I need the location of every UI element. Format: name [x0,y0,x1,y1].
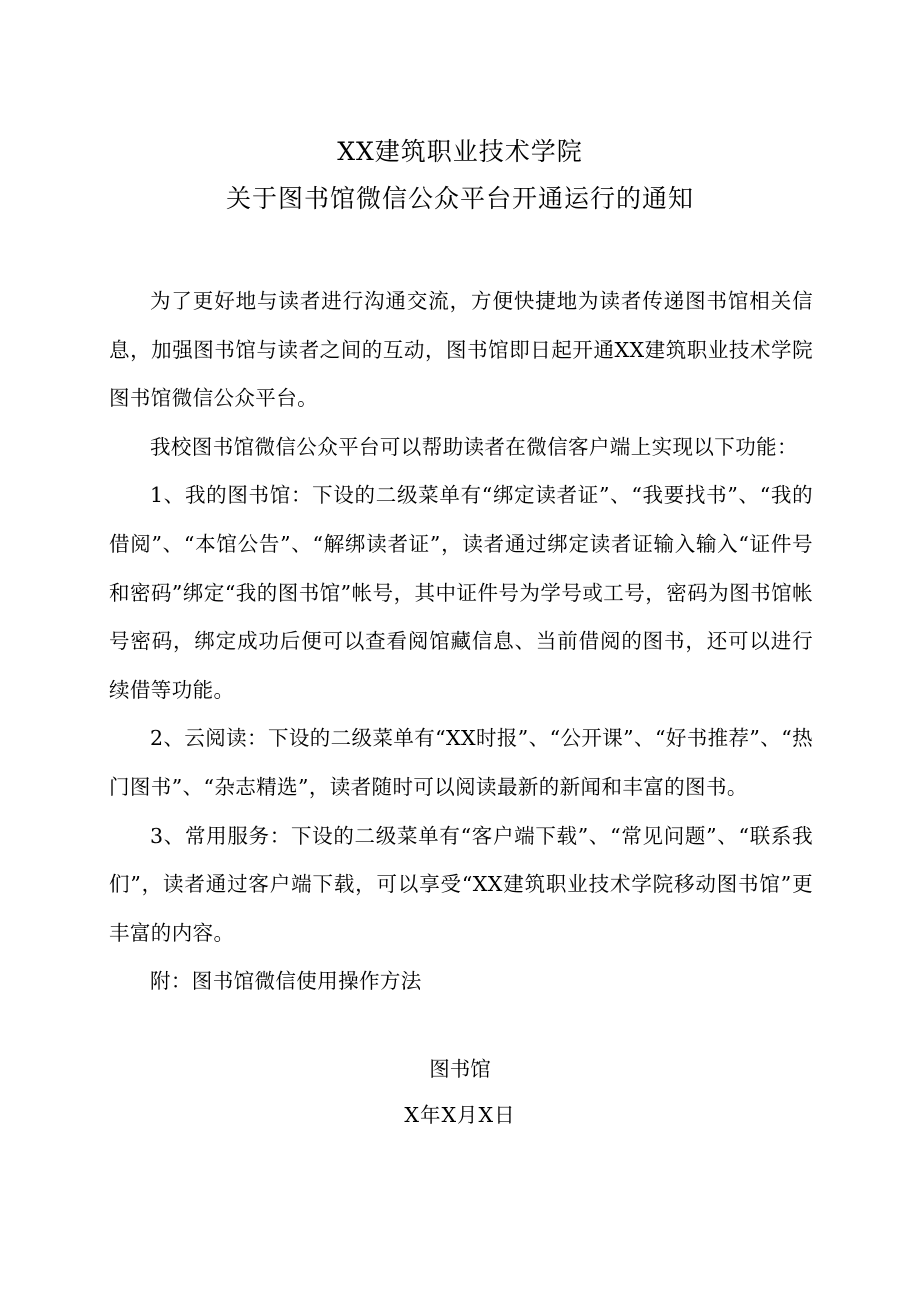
document-body [109,277,813,1006]
document-title-subject: 关于图书馆微信公众平台开通运行的通知 [225,184,694,213]
document-title-institution: XX建筑职业技术学院 [337,137,583,166]
paragraph-my-library: 1、我的图书馆：下设的二级菜单有“绑定读者证”、“我要找书”、“我的借阅”、“本馆公告”、“解绑读者证”，读者通过绑定读者证输入输入“证件号和密码”绑定“我的图书馆”帐号，其中证件号为学号或工号，密码为图书馆帐号密码，绑定成功后便可以查看阅馆藏信息、当前借阅的图书，还可以进行续借等功能。 [109,483,813,702]
paragraph-functions-lead: 我校图书馆微信公众平台可以帮助读者在微信客户端上实现以下功能： [150,434,798,459]
paragraph-cloud-reading: 2、云阅读：下设的二级菜单有“XX时报”、“公开课”、“好书推荐”、“热门图书”、“杂志精选”，读者随时可以阅读最新的新闻和丰富的图书。 [109,726,813,799]
paragraph-common-services: 3、常用服务：下设的二级菜单有“客户端下载”、“常见问题”、“联系我们”，读者通过客户端下载，可以享受“XX建筑职业技术学院移动图书馆”更丰富的内容。 [109,823,813,945]
paragraph-intro: 为了更好地与读者进行沟通交流，方便快捷地为读者传递图书馆相关信息，加强图书馆与读者之间的互动，图书馆即日起开通XX建筑职业技术学院图书馆微信公众平台。 [109,289,813,411]
signature-department: 图书馆 [429,1057,491,1081]
paragraph-attachment: 附：图书馆微信使用操作方法 [150,969,422,994]
signature-date: X年X月X日 [404,1103,516,1127]
